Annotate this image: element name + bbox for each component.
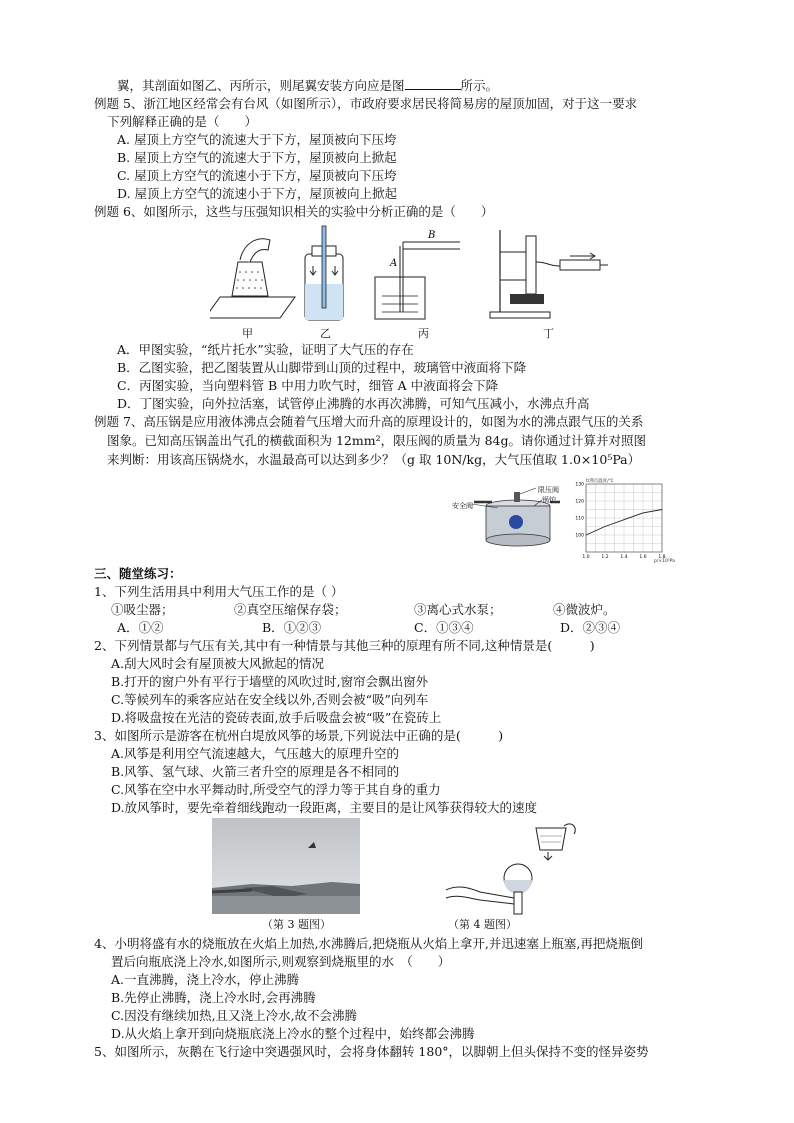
question-2-option-b: B.打开的窗户外有平行于墙壁的风吹过时,窗帘会飘出窗外: [111, 674, 429, 689]
question-3-option-c: C.风筝在空中水平舞动时,所受空气的浮力等于其自身的重力: [111, 782, 441, 797]
question-2-option-c: C.等候列车的乘客应站在安全线以外,否则会被“吸”向列车: [111, 692, 429, 707]
question-4-stem-2: 置后向瓶底浇上冷水,如图所示,则观察到烧瓶里的水 （ ）: [111, 954, 451, 969]
figure-yi-apparatus: [305, 226, 343, 320]
example-5-option-b: B. 屋顶上方空气的流速大于下方，屋顶被向上掀起: [117, 150, 397, 165]
answer-blank[interactable]: [405, 78, 461, 90]
example-7-stem-2: 图象。已知高压锅盖出气孔的横截面积为 12mm²，限压阀的质量为 84g。请你通过计算并对照图: [107, 433, 646, 448]
example-6-option-b: B．乙图实验，把乙图装置从山脚带到山顶的过程中，玻璃管中液面将下降: [117, 360, 527, 375]
chart-ylabel: t/沸点温度/℃: [586, 479, 614, 484]
section-3-heading: 三、随堂练习：: [94, 566, 182, 581]
figure-4-caption: （第 4 题图）: [448, 918, 517, 931]
chart-xlabel: p/×10⁵Pa: [654, 559, 675, 564]
example-7-stem-3: 来判断：用该高压锅烧水，水温最高可以达到多少？（g 取 10N/kg，大气压值取 1.0×10⁵Pa）: [107, 452, 641, 467]
question-4-stem: 4、小明将盛有水的烧瓶放在火焰上加热,水沸腾后,把烧瓶从火焰上拿开,并迅速塞上瓶塞,再把烧瓶倒: [94, 936, 643, 951]
chart-x-tick-label: 1.8: [658, 555, 666, 560]
question-1-item-4: ④微波炉。: [553, 602, 616, 617]
chart-x-tick-label: 1.4: [620, 555, 628, 560]
question-1-option-a: A．①②: [117, 620, 164, 635]
inverted-flask-figure: [440, 818, 580, 916]
figure-jia-apparatus: [210, 239, 295, 318]
question-1-item-2: ②真空压缩保存袋；: [234, 602, 347, 617]
question-1-stem: 1、下列生活用具中利用大气压工作的是（ ）: [94, 584, 344, 599]
question-4-option-c: C.因没有继续加热,且又浇上冷水,故不会沸腾: [111, 1008, 358, 1023]
line-wing: 翼，其剖面如图乙、丙所示，则尾翼安装方向应是图 所示。: [117, 78, 499, 93]
question-3-stem: 3、如图所示是游客在杭州白堤放风筝的场景,下列说法中正确的是( ): [94, 728, 504, 743]
example-7-stem: 例题 7、高压锅是应用液体沸点会随着气压增大而升高的原理设计的，如图为水的沸点跟气压的关系: [94, 414, 644, 429]
boiling-point-chart: [566, 474, 684, 566]
chart-x-tick-label: 1.0: [582, 555, 590, 560]
question-4-option-d: D.从火焰上拿开到向烧瓶底浇上冷水的整个过程中，始终都会沸腾: [111, 1026, 475, 1041]
question-4-option-a: A.一直沸腾，浇上冷水，停止沸腾: [111, 972, 300, 987]
chart-y-tick-label: 100: [575, 533, 584, 539]
question-3-option-a: A.风筝是利用空气流速越大，气压越大的原理升空的: [111, 746, 400, 761]
figure-label-jia: 甲: [242, 327, 253, 340]
figure-bing-apparatus: [375, 230, 460, 319]
example-6-option-c: C．丙图实验，当向塑料管 B 中用力吹气时，细管 A 中液面将会下降: [117, 378, 499, 393]
question-1-option-d: D．②③④: [560, 620, 621, 635]
question-5-stem: 5、如图所示，灰鹅在飞行途中突遇强风时，会将身体翻转 180°，以脚朝上但头保持不变的怪异姿势: [94, 1044, 649, 1059]
question-1-item-1: ①吸尘器；: [111, 602, 174, 617]
example-6-stem: 例题 6、如图所示，这些与压强知识相关的实验中分析正确的是（ ）: [94, 204, 494, 219]
example-6-figure: [210, 222, 610, 340]
question-2-stem: 2、下列情景都与气压有关,其中有一种情景与其他三种的原理有所不同,这种情景是( ): [94, 638, 595, 653]
tube-a-label: A: [390, 258, 398, 269]
tube-b-label: B: [428, 230, 436, 241]
figure-ding-apparatus: [490, 230, 608, 318]
safety-valve-label: 安全阀: [452, 502, 473, 510]
question-4-option-b: B.先停止沸腾，浇上冷水时,会再沸腾: [111, 990, 316, 1005]
chart-y-tick-label: 110: [575, 516, 584, 522]
chart-y-tick-label: 130: [575, 482, 584, 488]
chart-x-tick-label: 1.2: [601, 555, 609, 560]
chart-y-tick-label: 120: [575, 499, 584, 505]
chart-x-tick-label: 1.6: [639, 555, 647, 560]
figure-label-yi: 乙: [320, 327, 331, 340]
example-5-stem-2: 下列解释正确的是（ ）: [107, 114, 258, 129]
example-5-stem: 例题 5、浙江地区经常会有台风（如图所示），市政府要求居民将简易房的屋顶加固，对于这一要求: [94, 96, 638, 111]
cooker-body-label: 锅炉: [542, 496, 556, 504]
figure-label-bing: 丙: [418, 327, 429, 340]
question-3-option-b: B.风筝、氢气球、火箭三者升空的原理是各不相同的: [111, 764, 400, 779]
question-2-option-d: D.将吸盘按在光洁的瓷砖表面,放手后吸盘会被“吸”在瓷砖上: [111, 710, 442, 725]
question-3-option-d: D.放风筝时，要先牵着细线跑动一段距离，主要目的是让风筝获得较大的速度: [111, 800, 538, 815]
question-1-option-b: B．①②③: [262, 620, 322, 635]
figure-label-ding: 丁: [543, 327, 554, 340]
example-5-option-d: D. 屋顶上方空气的流速小于下方，屋顶被向上掀起: [117, 186, 398, 201]
kite-photo: [212, 818, 360, 914]
chart-grid: [586, 484, 662, 552]
example-5-option-a: A. 屋顶上方空气的流速大于下方，屋顶被向下压垮: [117, 132, 397, 147]
pressure-valve-label: 限压阀: [538, 486, 559, 494]
example-6-option-d: D．丁图实验，向外拉活塞，试管停止沸腾的水再次沸腾，可知气压减小，水沸点升高: [117, 396, 590, 411]
question-1-option-c: C．①③④: [414, 620, 474, 635]
chart-y-ticks: [575, 482, 584, 539]
figure-3-caption: （第 3 题图）: [262, 918, 331, 931]
example-5-option-c: C. 屋顶上方空气的流速小于下方，屋顶被向下压垮: [117, 168, 397, 183]
example-6-option-a: A．甲图实验，“纸片托水”实验，证明了大气压的存在: [117, 342, 414, 357]
question-1-item-3: ③离心式水泵；: [414, 602, 502, 617]
question-2-option-a: A.刮大风时会有屋顶被大风掀起的情况: [111, 656, 325, 671]
